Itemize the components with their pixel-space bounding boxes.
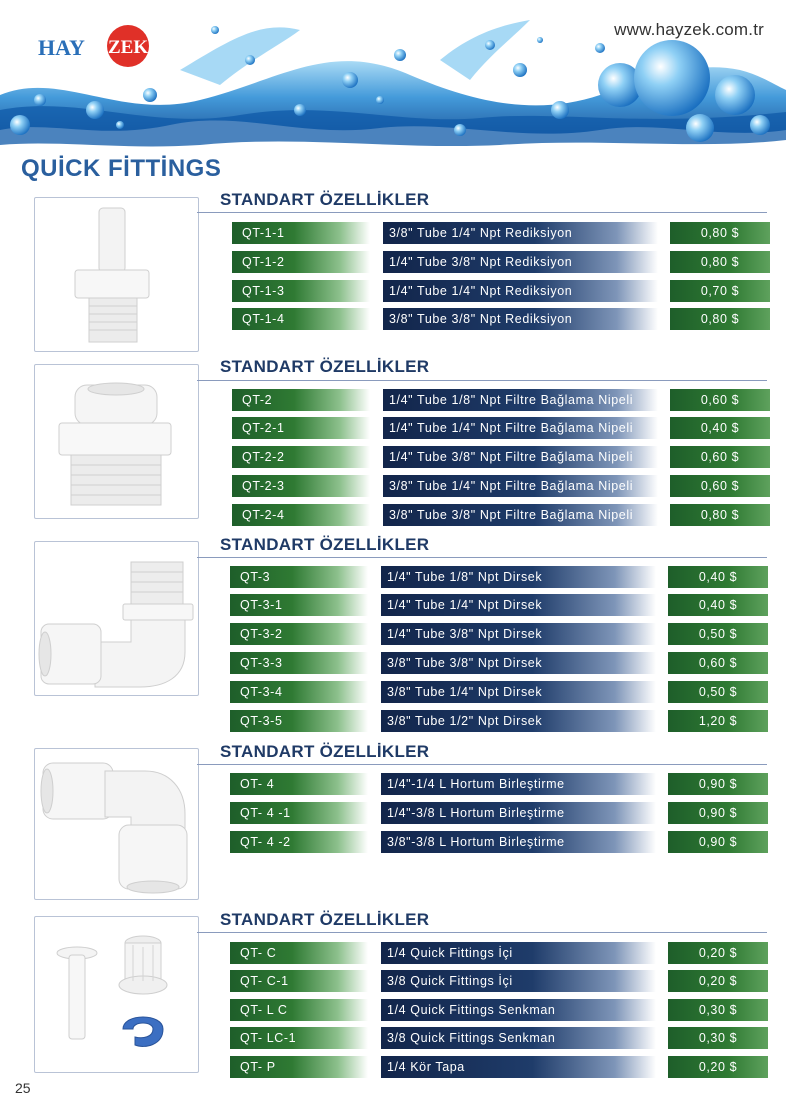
- product-price: 0,20 $: [668, 1056, 768, 1078]
- product-price: 0,90 $: [668, 802, 768, 824]
- section-heading: STANDART ÖZELLİKLER: [220, 190, 430, 209]
- section-divider: [197, 380, 767, 381]
- product-code: QT-3-3: [230, 652, 368, 674]
- product-price: 0,20 $: [668, 942, 768, 964]
- product-code: QT-2-2: [232, 446, 370, 468]
- product-price: 0,60 $: [670, 389, 770, 411]
- section-heading: STANDART ÖZELLİKLER: [220, 357, 430, 376]
- section-divider: [197, 557, 767, 558]
- product-description: 1/4 Quick Fittings İçi: [381, 942, 656, 964]
- brand-logo: [36, 24, 156, 68]
- product-description: 1/4 Quick Fittings Senkman: [381, 999, 656, 1021]
- section-heading: STANDART ÖZELLİKLER: [220, 742, 430, 761]
- product-description: 1/4 Kör Tapa: [381, 1056, 656, 1078]
- logo-text-left: HAY: [38, 35, 85, 60]
- product-price: 0,90 $: [668, 831, 768, 853]
- product-price: 1,20 $: [668, 710, 768, 732]
- product-code: QT-1-4: [232, 308, 370, 330]
- product-code: QT- C: [230, 942, 368, 964]
- product-price: 0,60 $: [670, 475, 770, 497]
- product-code: QT-3: [230, 566, 368, 588]
- product-description: 3/8" Tube 3/8" Npt Filtre Bağlama Nipeli: [383, 504, 658, 526]
- section-divider: [197, 764, 767, 765]
- product-price: 0,40 $: [668, 566, 768, 588]
- product-photo-frame: [34, 541, 199, 696]
- section-heading: STANDART ÖZELLİKLER: [220, 535, 430, 554]
- product-description: 1/4" Tube 1/8" Npt Dirsek: [381, 566, 656, 588]
- product-description: 3/8" Tube 3/8" Npt Rediksiyon: [383, 308, 658, 330]
- product-code: QT-2: [232, 389, 370, 411]
- product-description: 3/8" Tube 1/4" Npt Dirsek: [381, 681, 656, 703]
- product-description: 1/4"-1/4 L Hortum Birleştirme: [381, 773, 656, 795]
- header-banner: [0, 0, 786, 150]
- product-code: QT-1-2: [232, 251, 370, 273]
- product-description: 3/8 Quick Fittings İçi: [381, 970, 656, 992]
- product-code: QT-3-2: [230, 623, 368, 645]
- logo-graphic: [36, 24, 156, 68]
- product-photo-frame: [34, 364, 199, 519]
- straight-adapter-photo: [35, 198, 198, 351]
- product-code: QT-3-4: [230, 681, 368, 703]
- product-price: 0,90 $: [668, 773, 768, 795]
- product-description: 3/8 Quick Fittings Senkman: [381, 1027, 656, 1049]
- product-price: 0,40 $: [668, 594, 768, 616]
- product-price: 0,60 $: [668, 652, 768, 674]
- product-price: 0,80 $: [670, 504, 770, 526]
- logo-text-right: ZEK: [108, 37, 149, 58]
- section-divider: [197, 212, 767, 213]
- quick-fitting-parts-photo: [35, 917, 198, 1072]
- product-price: 0,70 $: [670, 280, 770, 302]
- hose-elbow-photo: [35, 749, 198, 899]
- product-code: QT-2-3: [232, 475, 370, 497]
- section-divider: [197, 932, 767, 933]
- product-price: 0,80 $: [670, 222, 770, 244]
- product-description: 1/4" Tube 3/8" Npt Rediksiyon: [383, 251, 658, 273]
- product-code: QT-1-1: [232, 222, 370, 244]
- page-title: QUİCK FİTTİNGS: [21, 155, 222, 182]
- product-code: QT-2-1: [232, 417, 370, 439]
- website-url: www.hayzek.com.tr: [614, 20, 764, 39]
- product-description: 3/8" Tube 1/2" Npt Dirsek: [381, 710, 656, 732]
- product-price: 0,20 $: [668, 970, 768, 992]
- product-price: 0,80 $: [670, 308, 770, 330]
- product-price: 0,60 $: [670, 446, 770, 468]
- product-code: QT- LC-1: [230, 1027, 368, 1049]
- product-code: QT-3-5: [230, 710, 368, 732]
- product-code: QT- L C: [230, 999, 368, 1021]
- product-description: 1/4" Tube 3/8" Npt Filtre Bağlama Nipeli: [383, 446, 658, 468]
- product-code: QT- P: [230, 1056, 368, 1078]
- product-price: 0,50 $: [668, 623, 768, 645]
- product-price: 0,80 $: [670, 251, 770, 273]
- product-description: 3/8" Tube 3/8" Npt Dirsek: [381, 652, 656, 674]
- product-price: 0,30 $: [668, 1027, 768, 1049]
- product-description: 1/4" Tube 1/4" Npt Dirsek: [381, 594, 656, 616]
- product-description: 1/4" Tube 1/8" Npt Filtre Bağlama Nipeli: [383, 389, 658, 411]
- filter-nipple-photo: [35, 365, 198, 518]
- product-code: QT-1-3: [232, 280, 370, 302]
- product-description: 1/4" Tube 3/8" Npt Dirsek: [381, 623, 656, 645]
- product-code: OT- 4: [230, 773, 368, 795]
- product-description: 1/4"-3/8 L Hortum Birleştirme: [381, 802, 656, 824]
- product-description: 3/8"-3/8 L Hortum Birleştirme: [381, 831, 656, 853]
- product-price: 0,40 $: [670, 417, 770, 439]
- product-description: 3/8" Tube 1/4" Npt Rediksiyon: [383, 222, 658, 244]
- product-photo-frame: [34, 748, 199, 900]
- product-price: 0,50 $: [668, 681, 768, 703]
- product-photo-frame: [34, 916, 199, 1073]
- product-photo-frame: [34, 197, 199, 352]
- section-heading: STANDART ÖZELLİKLER: [220, 910, 430, 929]
- product-price: 0,30 $: [668, 999, 768, 1021]
- product-code: QT-2-4: [232, 504, 370, 526]
- elbow-photo: [35, 542, 198, 695]
- product-code: QT- C-1: [230, 970, 368, 992]
- product-code: QT-3-1: [230, 594, 368, 616]
- product-description: 1/4" Tube 1/4" Npt Filtre Bağlama Nipeli: [383, 417, 658, 439]
- product-code: QT- 4 -2: [230, 831, 368, 853]
- product-description: 3/8" Tube 1/4" Npt Filtre Bağlama Nipeli: [383, 475, 658, 497]
- page-number: 25: [15, 1080, 31, 1096]
- product-description: 1/4" Tube 1/4" Npt Rediksiyon: [383, 280, 658, 302]
- product-code: QT- 4 -1: [230, 802, 368, 824]
